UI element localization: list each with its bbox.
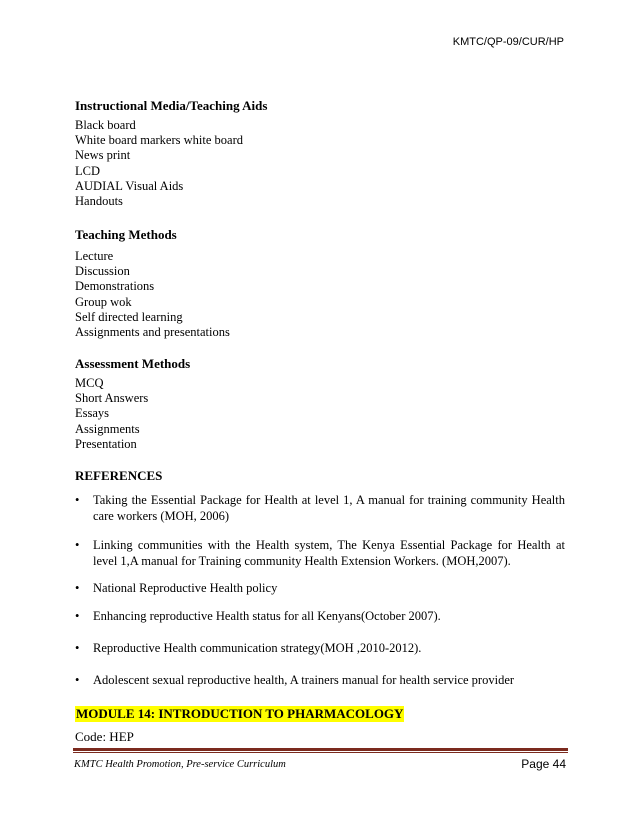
bullet-icon: •	[75, 673, 80, 687]
reference-text: Adolescent sexual reproductive health, A trainers manual for health service provider	[93, 673, 515, 687]
bullet-icon: •	[75, 581, 80, 595]
list-item: Lecture	[75, 249, 114, 263]
reference-text: Taking the Essential Package for Health at level 1, A manual for training community Health care workers (MOH, 2006)	[93, 493, 565, 523]
references-list	[75, 580, 565, 596]
footer-page-number: Page 44	[521, 757, 566, 771]
module-title: MODULE 14: INTRODUCTION TO PHARMACOLOGY	[76, 706, 404, 721]
list-item: Group wok	[75, 294, 132, 309]
reference-text: National Reproductive Health policy	[93, 581, 278, 595]
list-item: Presentation	[75, 436, 137, 451]
list-item: Handouts	[75, 194, 123, 209]
assessment-methods-list	[75, 376, 148, 452]
references-heading: REFERENCES	[75, 468, 163, 483]
bullet-icon: •	[75, 641, 80, 655]
list-item: MCQ	[75, 376, 104, 390]
bullet-icon: •	[75, 493, 80, 507]
list-item: LCD	[75, 163, 100, 178]
reference-text: Reproductive Health communication strategy(MOH ,2010-2012).	[93, 641, 422, 655]
teaching-methods-heading: Teaching Methods	[75, 227, 177, 242]
list-item: Assignments and presentations	[75, 325, 230, 340]
footer-curriculum-title: KMTC Health Promotion, Pre-service Curriculum	[74, 759, 286, 770]
list-item: AUDIAL Visual Aids	[75, 178, 184, 193]
reference-item	[75, 672, 565, 688]
list-item: Black board	[75, 118, 136, 132]
bullet-icon: •	[75, 538, 80, 552]
instructional-media-list	[75, 118, 243, 209]
reference-item	[75, 492, 565, 524]
assessment-methods-heading: Assessment Methods	[75, 356, 191, 371]
reference-item	[75, 537, 565, 569]
document-code: KMTC/QP-09/CUR/HP	[452, 36, 564, 48]
instructional-media-heading: Instructional Media/Teaching Aids	[75, 98, 268, 113]
references-list	[75, 640, 565, 656]
module-code: Code: HEP	[75, 729, 134, 744]
bullet-icon: •	[75, 609, 80, 623]
reference-text: Linking communities with the Health system, The Kenya Essential Package for Health at level 1,A manual for Training community Health Extension Workers. (MOH,2007).	[93, 538, 565, 568]
teaching-methods-list	[75, 249, 230, 340]
references-list	[75, 537, 565, 569]
list-item: Self directed learning	[75, 309, 183, 324]
footer-rule	[73, 748, 568, 751]
list-item: White board markers white board	[75, 133, 243, 148]
list-item: Discussion	[75, 264, 130, 279]
reference-text: Enhancing reproductive Health status for all Kenyans(October 2007).	[93, 609, 441, 623]
references-list	[75, 672, 565, 688]
list-item: News print	[75, 148, 131, 163]
list-item: Short Answers	[75, 391, 149, 406]
list-item: Assignments	[75, 421, 140, 436]
reference-item	[75, 608, 565, 624]
reference-item	[75, 640, 565, 656]
reference-item	[75, 580, 565, 596]
list-item: Essays	[75, 406, 110, 421]
footer-rule	[73, 752, 568, 753]
references-list	[75, 608, 565, 624]
list-item: Demonstrations	[75, 279, 155, 294]
references-list	[75, 492, 565, 524]
